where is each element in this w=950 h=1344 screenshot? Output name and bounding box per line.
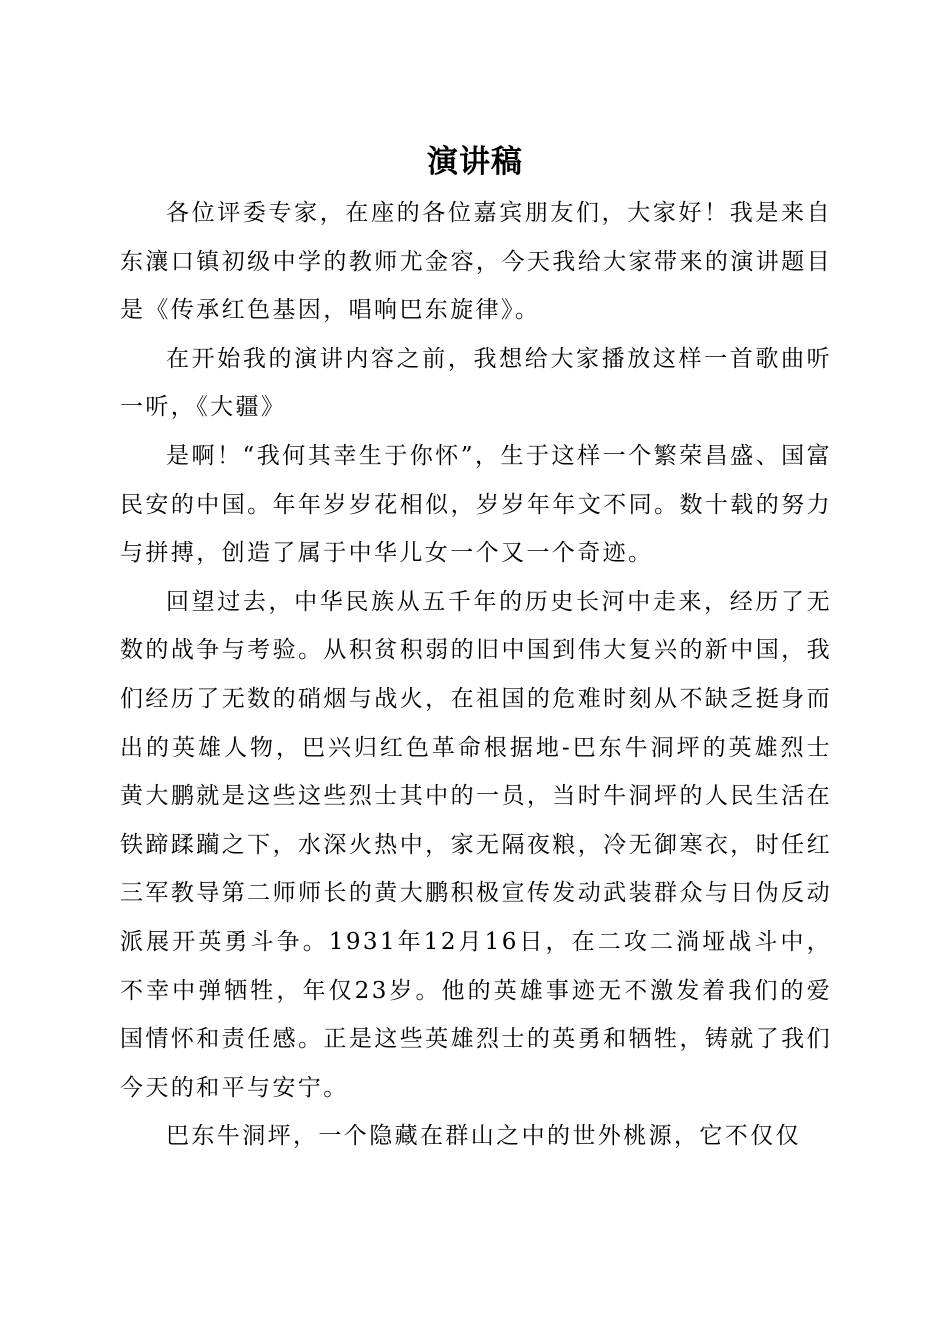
- paragraph-greeting: 各位评委专家，在座的各位嘉宾朋友们，大家好！我是来自东瀼口镇初级中学的教师尤金容，今天我给大家带来的演讲题目是《传承红色基因，唱响巴东旋律》。: [120, 200, 832, 324]
- document-body: [120, 189, 832, 1161]
- paragraph-prosperity: 是啊！“我何其幸生于你怀”，生于这样一个繁荣昌盛、国富民安的中国。年年岁岁花相似，岁岁年年文不同。数十载的努力与拼搏，创造了属于中华儿女一个又一个奇迹。: [120, 442, 832, 567]
- paragraph-niudongping: 巴东牛洞坪，一个隐藏在群山之中的世外桃源，它不仅仅: [166, 1123, 801, 1150]
- document-title: 演讲稿: [427, 144, 523, 180]
- paragraph-song-intro: 在开始我的演讲内容之前，我想给大家播放这样一首歌曲听一听，《大疆》: [120, 345, 832, 421]
- paragraph-history: 回望过去，中华民族从五千年的历史长河中走来，经历了无数的战争与考验。从积贫积弱的旧中国到伟大复兴的新中国，我们经历了无数的硝烟与战火，在祖国的危难时刻从不缺乏挺身而出的英雄人物，巴兴归红色革命根据地-巴东牛洞坪的英雄烈士黄大鹏就是这些这些烈士其中的一员，当时牛洞坪的人民生活在铁蹄蹂躏之下，水深火热中，家无隔夜粮，冷无御寒衣，时任红三军教导第二师师长的黄大鹏积极宣传发动武装群众与日伪反动派展开英勇斗争。1931年12月16日，在二攻二淌垭战斗中，不幸中弹牺牲，年仅23岁。他的英雄事迹无不激发着我们的爱国情怀和责任感。正是这些英雄烈士的英勇和牺牲，铸就了我们今天的和平与安宁。: [120, 588, 832, 1101]
